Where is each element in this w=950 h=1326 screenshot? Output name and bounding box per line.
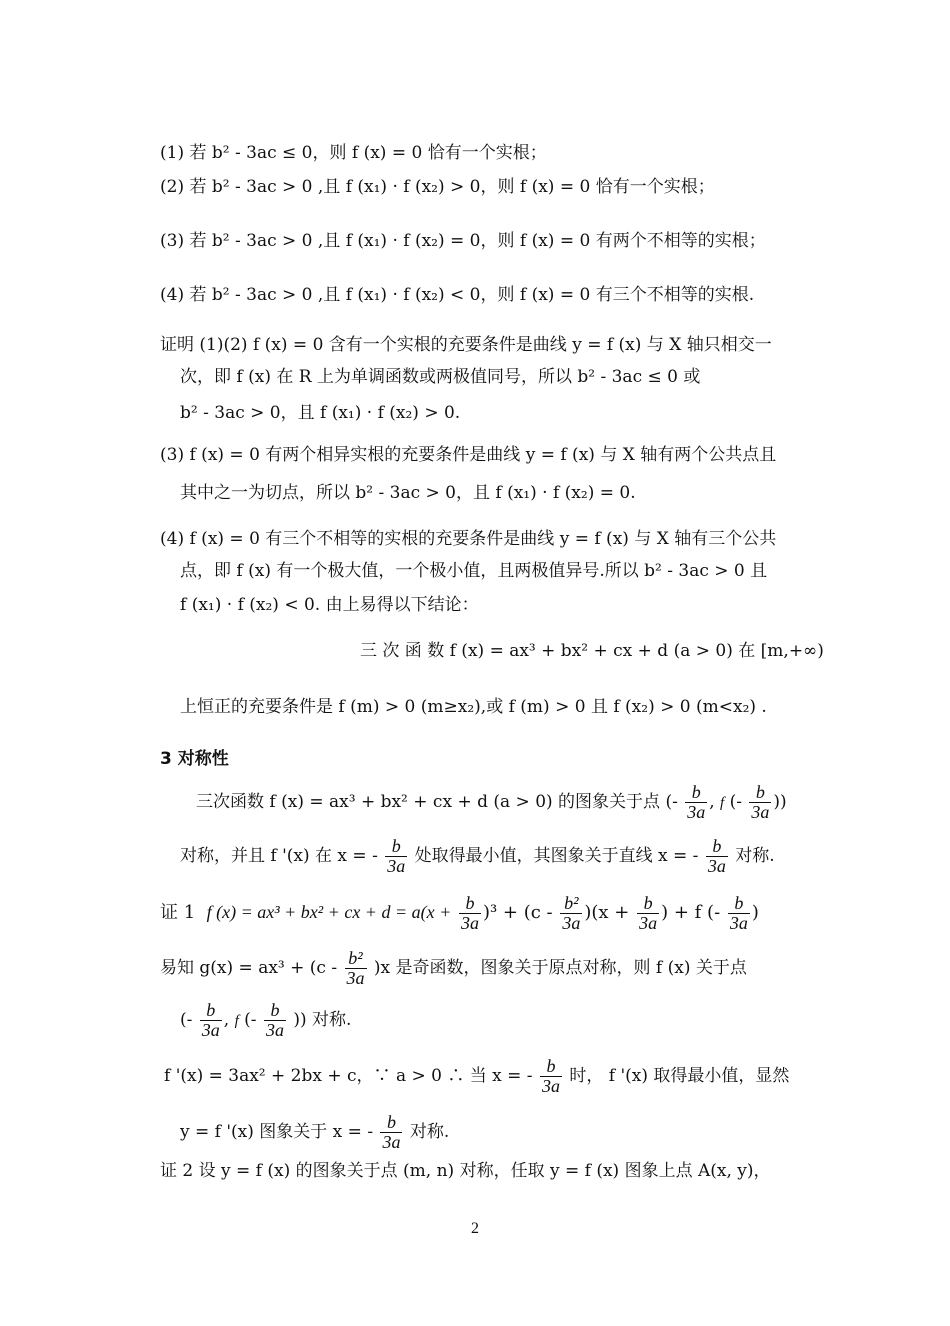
page-number: 2 [471,1220,479,1237]
fraction-b-over-3a: $\frac{b}{3a}$ [639,892,658,933]
statement-3: (3) 若 b² - 3ac > 0 ,且 f (x₁) · f (x₂) = 0，则 f (x) = 0 有两个不相等的实根； [160,231,766,251]
fraction-b2-over-3a: $\frac{\text{b²}}{3a}$ [562,892,581,933]
derivative-line: f '(x) = 3ax² + 2bx + c，∵ a > 0 ∴ 当 x = - $\frac{b}{3a}$ 时， f '(x) 取得最小值，显然 [164,1056,790,1096]
proof-1-expansion: 证 1 f (x) = ax³ + bx² + cx + d = a(x + $\frac{b}{3a}$ )³ + (c - $\frac{\text{b²}}{3a}$ )(x + $\frac{b}{3a}$ ) + f (- $\frac{b}{3a}$ ) [160,892,759,933]
proof-2-line: 证 2 设 y = f (x) 的图象关于点 (m, n) 对称，任取 y = f (x) 图象上点 A(x, y)， [160,1161,771,1181]
conclusion-line-2: 上恒正的充要条件是 f (m) > 0 (m≥x₂),或 f (m) > 0 且 f (x₂) > 0 (m<x₂) . [180,697,767,717]
proof-12-line-1: 证明 (1)(2) f (x) = 0 含有一个实根的充要条件是曲线 y = f (x) 与 X 轴只相交一 [160,335,772,355]
statement-4: (4) 若 b² - 3ac > 0 ,且 f (x₁) · f (x₂) < 0，则 f (x) = 0 有三个不相等的实根. [160,285,755,305]
fraction-b-over-3a: $\frac{b}{3a}$ [201,1000,220,1040]
fraction-b-over-3a: $\frac{b}{3a}$ [382,1112,401,1152]
fraction-b-over-3a: $\frac{b}{3a}$ [729,892,748,933]
symmetry-statement-line-2: 对称，并且 f '(x) 在 x = - $\frac{b}{3a}$ 处取得最小值，其图象关于直线 x = - $\frac{b}{3a}$ 对称. [180,836,775,876]
fraction-b-over-3a: $\frac{b}{3a}$ [707,836,726,876]
statement-2: (2) 若 b² - 3ac > 0 ,且 f (x₁) · f (x₂) > 0，则 f (x) = 0 恰有一个实根； [160,177,715,197]
fraction-b-over-3a: $\frac{b}{3a}$ [387,836,406,876]
statement-1: (1) 若 b² - 3ac ≤ 0，则 f (x) = 0 恰有一个实根； [160,143,547,163]
proof-3-line-1: (3) f (x) = 0 有两个相异实根的充要条件是曲线 y = f (x) 与 X 轴有两个公共点且 [160,445,777,465]
fraction-b-over-3a: $\frac{b}{3a}$ [541,1056,560,1096]
fraction-b-over-3a: $\frac{b}{3a}$ [687,782,706,822]
proof-4-line-1: (4) f (x) = 0 有三个不相等的实根的充要条件是曲线 y = f (x) 与 X 轴有三个公共 [160,529,777,549]
proof-4-line-3: f (x₁) · f (x₂) < 0. 由上易得以下结论： [180,595,479,615]
proof-12-line-3: b² - 3ac > 0，且 f (x₁) · f (x₂) > 0. [180,403,461,423]
conclusion-line-1: 三 次 函 数 f (x) = ax³ + bx² + cx + d (a > 0) 在 [m,+∞) [360,641,824,661]
section-title: 3 对称性 [160,749,229,769]
proof-4-line-2: 点，即 f (x) 有一个极大值，一个极小值，且两极值异号.所以 b² - 3ac > 0 且 [180,561,768,581]
odd-function-line: 易知 g(x) = ax³ + (c - $\frac{\text{b²}}{3a}$ )x 是奇函数，图象关于原点对称，则 f (x) 关于点 [160,948,747,988]
symmetry-statement-line-1: 三次函数 f (x) = ax³ + bx² + cx + d (a > 0) 的图象关于点 (- $\frac{b}{3a}$ , f (- $\frac{b}{3a}$ )) [196,782,787,822]
fraction-b2-over-3a: $\frac{\text{b²}}{3a}$ [346,948,365,988]
fraction-b-over-3a: $\frac{b}{3a}$ [460,892,479,933]
proof-3-line-2: 其中之一为切点，所以 b² - 3ac > 0，且 f (x₁) · f (x₂) = 0. [180,483,636,503]
symmetry-point-line: (- $\frac{b}{3a}$ , f (- $\frac{b}{3a}$ )) 对称. [180,1000,352,1040]
fraction-b-over-3a: $\frac{b}{3a}$ [265,1000,284,1040]
fraction-b-over-3a: $\frac{b}{3a}$ [751,782,770,822]
symmetry-statement-prefix: 三次函数 f (x) = ax³ + bx² + cx + d (a > 0) 的图象关于点 (- [196,792,678,812]
derivative-symmetry-line: y = f '(x) 图象关于 x = - $\frac{b}{3a}$ 对称. [180,1112,450,1152]
proof-12-line-2: 次，即 f (x) 在 R 上为单调函数或两极值同号，所以 b² - 3ac ≤ 0 或 [180,367,701,387]
